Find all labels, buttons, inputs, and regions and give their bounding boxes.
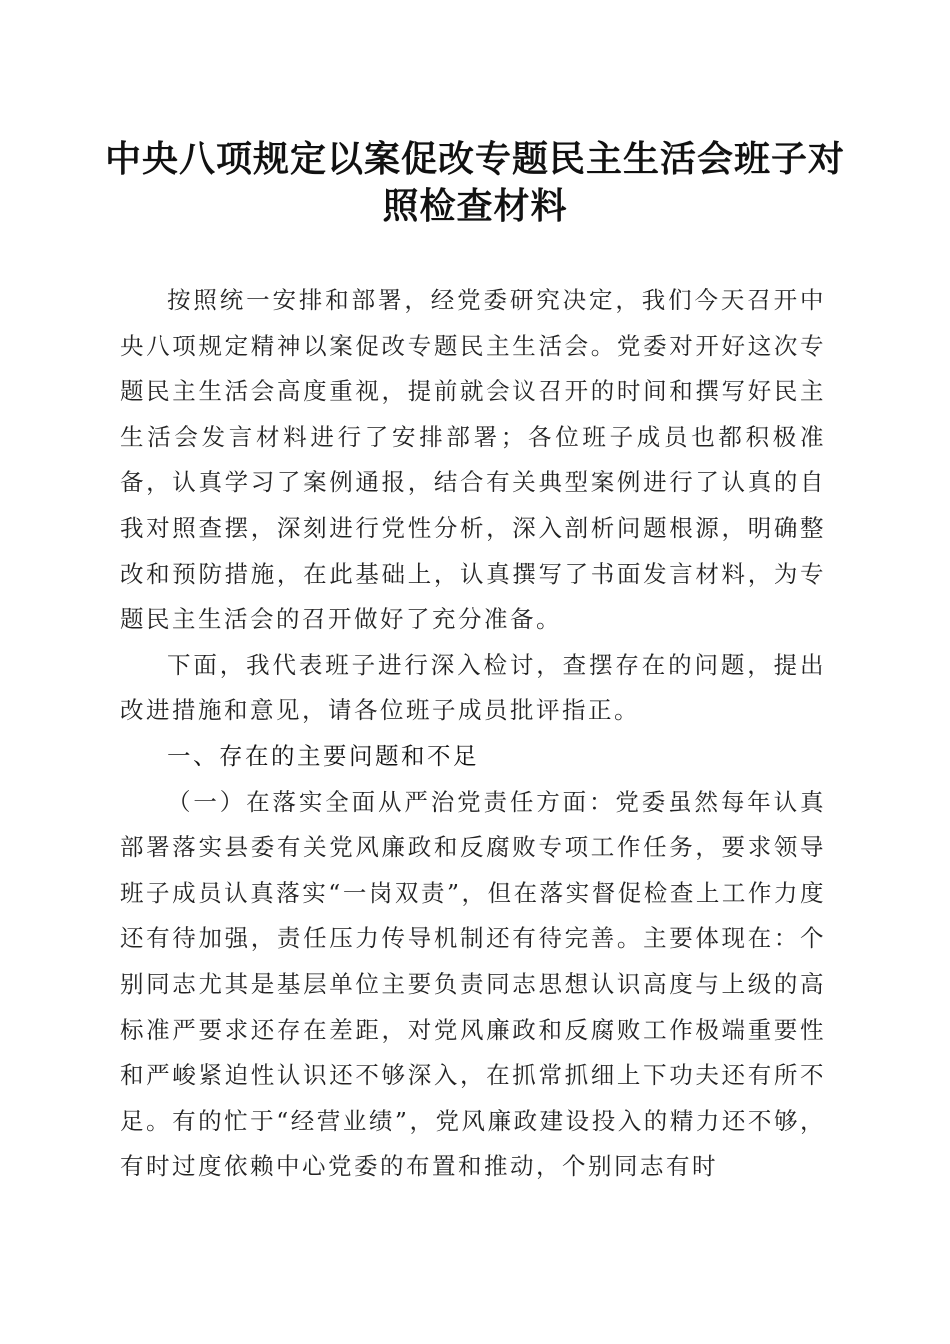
intro-paragraph: 按照统一安排和部署，经党委研究决定，我们今天召开中央八项规定精神以案促改专题民主生活会。党委对开好这次专题民主生活会高度重视，提前就会议召开的时间和撰写好民主生活会发言材料进行了安排部署；各位班子成员也都积极准备，认真学习了案例通报，结合有关典型案例进行了认真的自我对照查摆，深刻进行党性分析，深入剖析问题根源，明确整改和预防措施，在此基础上，认真撰写了书面发言材料，为专题民主生活会的召开做好了充分准备。 xyxy=(120,286,826,634)
document-title: 中央八项规定以案促改专题民主生活会班子对照检查材料 xyxy=(104,138,845,227)
document-body xyxy=(120,278,826,1190)
second-paragraph: 下面，我代表班子进行深入检讨，查摆存在的问题，提出改进措施和意见，请各位班子成员批评指正。 xyxy=(120,650,826,725)
section-heading: 一、存在的主要问题和不足 xyxy=(167,741,479,770)
section-paragraph: （一）在落实全面从严治党责任方面：党委虽然每年认真部署落实县委有关党风廉政和反腐败专项工作任务，要求领导班子成员认真落实“一岗双责”，但在落实督促检查上工作力度还有待加强，责任压力传导机制还有待完善。主要体现在：个别同志尤其是基层单位主要负责同志思想认识高度与上级的高标准严要求还存在差距，对党风廉政和反腐败工作极端重要性和严峻紧迫性认识还不够深入，在抓常抓细上下功夫还有所不足。有的忙于“经营业绩”，党风廉政建设投入的精力还不够，有时过度依赖中心党委的布置和推动，个别同志有时 xyxy=(120,787,826,1181)
